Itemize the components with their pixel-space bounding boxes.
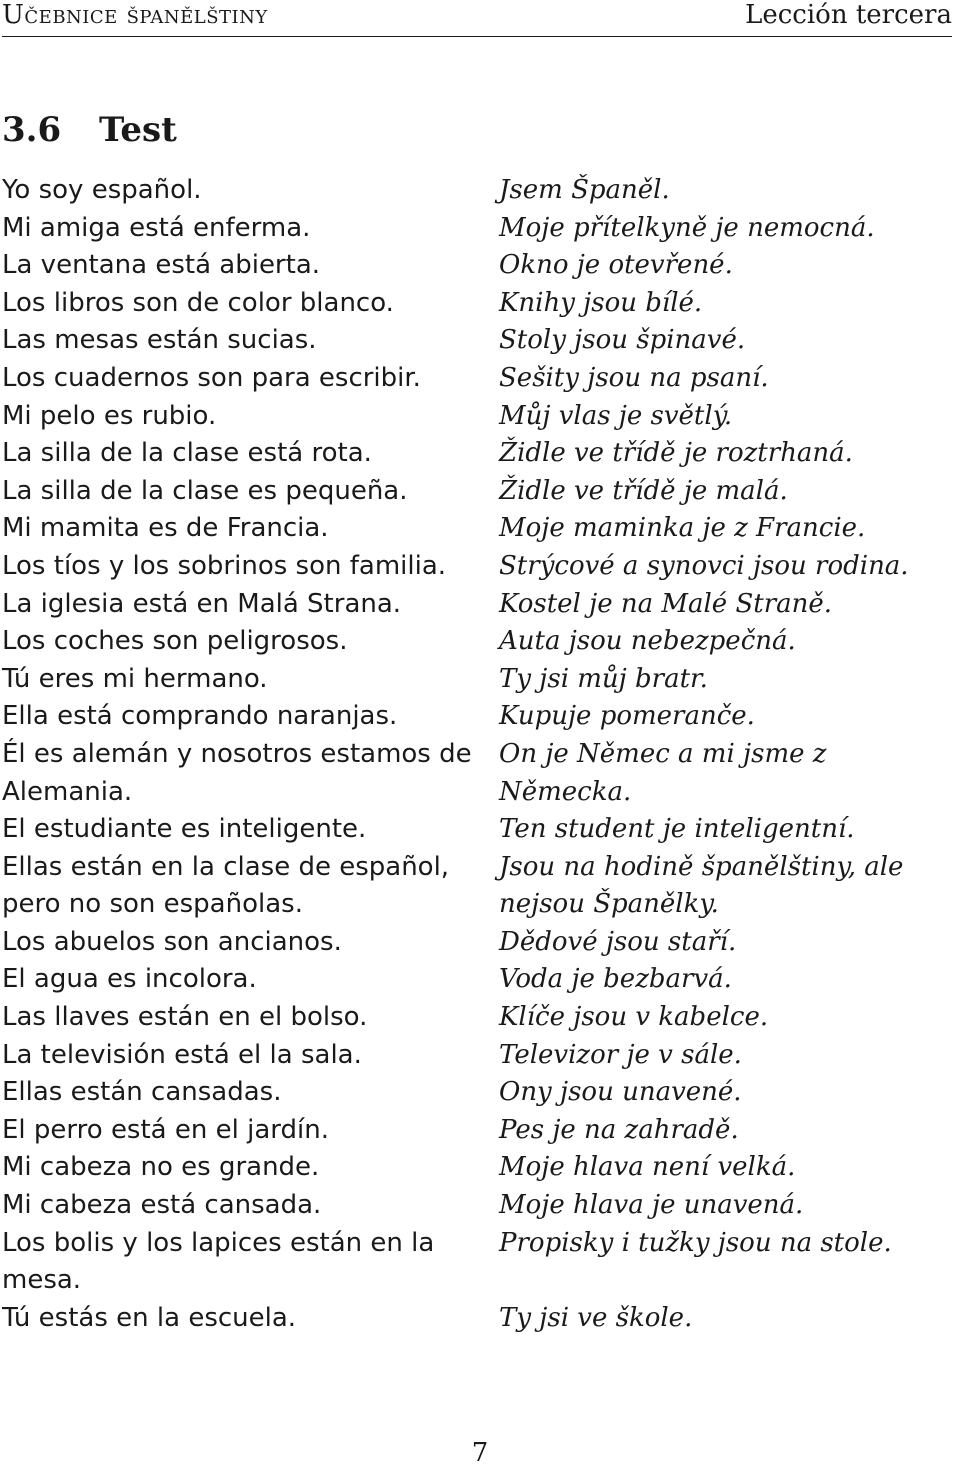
section-title: Test: [99, 110, 177, 150]
czech-translation: Televizor je v sále.: [499, 1039, 742, 1070]
spanish-sentence: La iglesia está en Malá Strana.: [2, 588, 402, 619]
header-rule: [2, 36, 952, 37]
spanish-sentence: Mi cabeza está cansada.: [2, 1190, 322, 1221]
sentence-pair: [2, 1300, 952, 1338]
czech-translation: Ony jsou unavené.: [499, 1077, 742, 1108]
sentence-pair: [2, 623, 952, 661]
spanish-sentence: Los coches son peligrosos.: [2, 626, 348, 657]
spanish-sentence: Los tíos y los sobrinos son familia.: [2, 550, 447, 581]
sentence-pair: [2, 661, 952, 699]
spanish-sentence: La silla de la clase es pequeña.: [2, 475, 408, 506]
czech-translation: Jsou na hodině španělštiny, ale nejsou Španělky.: [499, 851, 904, 920]
spanish-sentence: Mi cabeza no es grande.: [2, 1152, 320, 1183]
spanish-sentence: Mi amiga está enferma.: [2, 212, 311, 243]
spanish-sentence: La ventana está abierta.: [2, 250, 321, 281]
sentence-pair: [2, 961, 952, 999]
sentence-pair: [2, 548, 952, 586]
sentence-pair: [2, 924, 952, 962]
spanish-sentence: Él es alemán y nosotros estamos de Alemania.: [2, 738, 472, 807]
spanish-sentence: La televisión está el la sala.: [2, 1039, 362, 1070]
spanish-sentence: Ellas están cansadas.: [2, 1077, 282, 1108]
czech-translation: On je Němec a mi jsme z Německa.: [499, 738, 827, 807]
sentence-pair: [2, 247, 952, 285]
spanish-sentence: Los libros son de color blanco.: [2, 287, 394, 318]
sentence-pair: [2, 360, 952, 398]
czech-translation: Kostel je na Malé Straně.: [499, 588, 833, 619]
spanish-sentence: Las mesas están sucias.: [2, 325, 317, 356]
sentence-pair: [2, 210, 952, 248]
spanish-sentence: Los bolis y los lapices están en la mesa.: [2, 1227, 435, 1296]
czech-translation: Židle ve třídě je roztrhaná.: [499, 438, 853, 469]
czech-translation: Knihy jsou bílé.: [499, 287, 703, 318]
czech-translation: Sešity jsou na psaní.: [499, 362, 769, 393]
czech-translation: Strýcové a synovci jsou rodina.: [499, 550, 909, 581]
czech-translation: Dědové jsou staří.: [499, 926, 737, 957]
czech-translation: Voda je bezbarvá.: [499, 964, 732, 995]
sentence-pair: [2, 811, 952, 849]
running-header-lesson: Lección tercera: [745, 0, 952, 30]
spanish-sentence: Mi pelo es rubio.: [2, 400, 217, 431]
czech-translation: Pes je na zahradě.: [499, 1114, 739, 1145]
spanish-sentence: El agua es incolora.: [2, 964, 257, 995]
czech-translation: Okno je otevřené.: [499, 250, 733, 281]
czech-translation: Moje hlava není velká.: [499, 1152, 796, 1183]
spanish-sentence: Los abuelos son ancianos.: [2, 926, 342, 957]
spanish-sentence: Mi mamita es de Francia.: [2, 513, 329, 544]
spanish-sentence: Tú eres mi hermano.: [2, 663, 268, 694]
sentence-pair: [2, 1112, 952, 1150]
sentence-pair: [2, 849, 952, 924]
spanish-sentence: Ellas están en la clase de español, pero no son españolas.: [2, 851, 450, 920]
spanish-sentence: Tú estás en la escuela.: [2, 1302, 297, 1333]
sentence-pair: [2, 322, 952, 360]
czech-translation: Můj vlas je světlý.: [499, 400, 733, 431]
sentence-pairs-list: [2, 172, 952, 1337]
czech-translation: Židle ve třídě je malá.: [499, 475, 788, 506]
sentence-pair: [2, 473, 952, 511]
running-header-book-title: Učebnice španělštiny: [2, 0, 268, 30]
sentence-pair: [2, 435, 952, 473]
czech-translation: Kupuje pomeranče.: [499, 701, 755, 732]
sentence-pair: [2, 398, 952, 436]
czech-translation: Ten student je inteligentní.: [499, 814, 855, 845]
spanish-sentence: El estudiante es inteligente.: [2, 814, 367, 845]
czech-translation: Moje maminka je z Francie.: [499, 513, 866, 544]
czech-translation: Auta jsou nebezpečná.: [499, 626, 796, 657]
sentence-pair: [2, 736, 952, 811]
sentence-pair: [2, 999, 952, 1037]
sentence-pair: [2, 1074, 952, 1112]
czech-translation: Klíče jsou v kabelce.: [499, 1002, 769, 1033]
spanish-sentence: Ella está comprando naranjas.: [2, 701, 398, 732]
czech-translation: Ty jsi ve škole.: [499, 1302, 693, 1333]
spanish-sentence: La silla de la clase está rota.: [2, 438, 372, 469]
section-heading: [2, 110, 177, 150]
czech-translation: Stoly jsou špinavé.: [499, 325, 746, 356]
spanish-sentence: Yo soy español.: [2, 175, 202, 205]
sentence-pair: [2, 1037, 952, 1075]
sentence-pair: [2, 510, 952, 548]
sentence-pair: [2, 172, 952, 210]
spanish-sentence: Los cuadernos son para escribir.: [2, 362, 421, 393]
section-number: 3.6: [2, 110, 62, 150]
sentence-pair: [2, 285, 952, 323]
czech-translation: Moje hlava je unavená.: [499, 1190, 804, 1221]
sentence-pair: [2, 1225, 952, 1300]
page-number: 7: [471, 1438, 489, 1468]
czech-translation: Propisky i tužky jsou na stole.: [499, 1227, 892, 1258]
czech-translation: Ty jsi můj bratr.: [499, 663, 708, 694]
sentence-pair: [2, 698, 952, 736]
sentence-pair: [2, 586, 952, 624]
czech-translation: Moje přítelkyně je nemocná.: [499, 212, 875, 243]
spanish-sentence: Las llaves están en el bolso.: [2, 1002, 368, 1033]
sentence-pair: [2, 1187, 952, 1225]
spanish-sentence: El perro está en el jardín.: [2, 1114, 329, 1145]
sentence-pair: [2, 1149, 952, 1187]
czech-translation: Jsem Španěl.: [499, 175, 670, 205]
